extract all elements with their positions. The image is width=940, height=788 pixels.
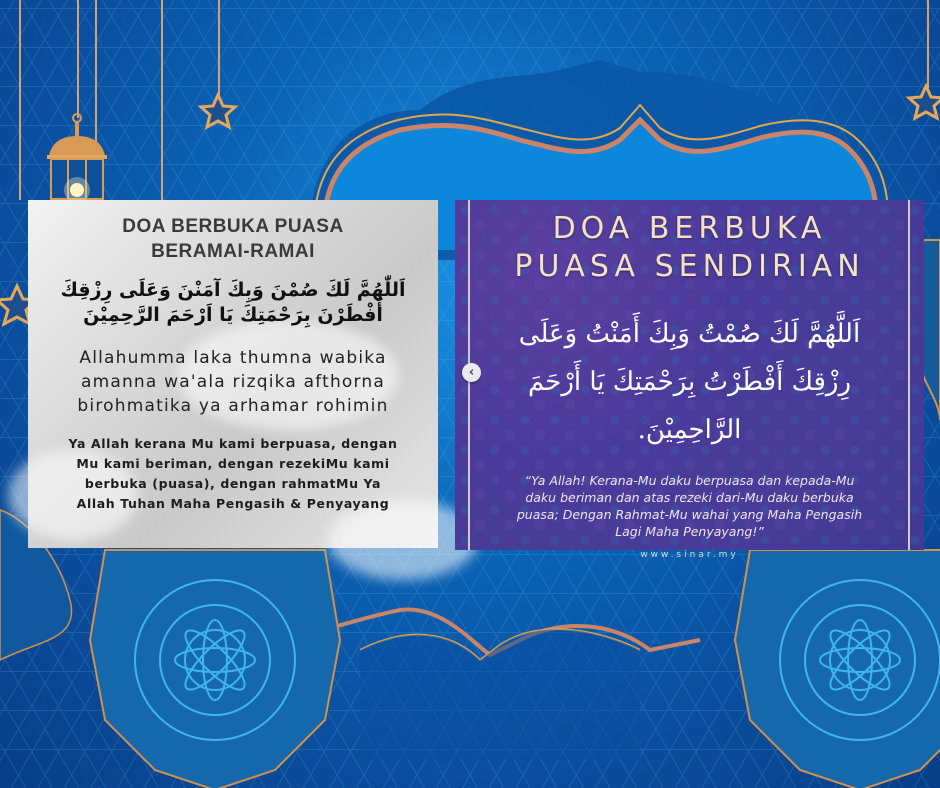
mandala-ornament-right [735,550,940,788]
meaning-line: puasa; Dengan Rahmat-Mu wahai yang Maha Pengasih [516,507,863,522]
meaning-line: Ya Allah kerana Mu kami berpuasa, dengan [68,436,398,451]
title-line: DOA BERBUKA [552,211,827,246]
carousel-prev-button[interactable] [462,363,481,382]
card-title [455,210,924,286]
arabic-prayer [28,278,438,328]
transliteration-line: birohmatika ya arhamar rohimin [77,396,389,416]
source-url: www.sinar.my [640,550,739,560]
malay-meaning [28,434,438,514]
transliteration [28,346,438,418]
chevron-left-icon: ‹ [468,365,475,380]
meaning-line: berbuka (puasa), dengan rahmatMu Ya [84,476,382,491]
doa-card-berjemaah [28,200,438,548]
meaning-line: daku beriman dan atas rezeki dari-Mu daku berbuka [525,490,854,505]
meaning-line: Allah Tuhan Maha Pengasih & Penyayang [76,496,390,511]
meaning-line: Mu kami beriman, dengan rezekiMu kami [76,456,390,471]
mandala-ornament-left [90,550,340,788]
malay-meaning [455,472,924,540]
arabic-prayer [455,310,924,454]
meaning-line: Lagi Maha Penyayang!” [615,524,764,539]
doa-card-sendirian [455,200,924,560]
title-line: DOA BERBUKA PUASA [122,216,344,237]
transliteration-line: amanna wa'ala rizqika afthorna [80,372,386,392]
arabic-line: اَللَّهُمَّ لَكَ صُمْتُ وَبِكَ أَمَنْتُ وَعَلَى [518,319,861,349]
arabic-line: رِزْقِكَ أَفْطَرْتُ بِرَحْمَتِكَ يَا أَرْحَمَ الرَّاحِمِيْنَ. [527,367,852,445]
star-icon [909,86,940,118]
title-line: BERAMAI-RAMAI [151,241,315,262]
lantern-icon [47,114,107,203]
star-icon [201,95,235,127]
transliteration-line: Allahumma laka thumna wabika [79,348,387,368]
arabic-line: أَفْطَرْنَ بِرَحْمَتِكَ يَا اَرْحَمَ الرَّحِمِيْنَ [83,304,383,326]
card-title [28,214,438,264]
title-line: PUASA SENDIRIAN [514,249,865,284]
meaning-line: “Ya Allah! Kerana-Mu daku berpuasa dan kepada-Mu [524,473,855,488]
arabic-line: اَللّٰهُمَّ لَكَ صُمْنَ وَبِكَ آمَنْنَ وَعَلَى رِزْقِكَ [60,279,406,301]
